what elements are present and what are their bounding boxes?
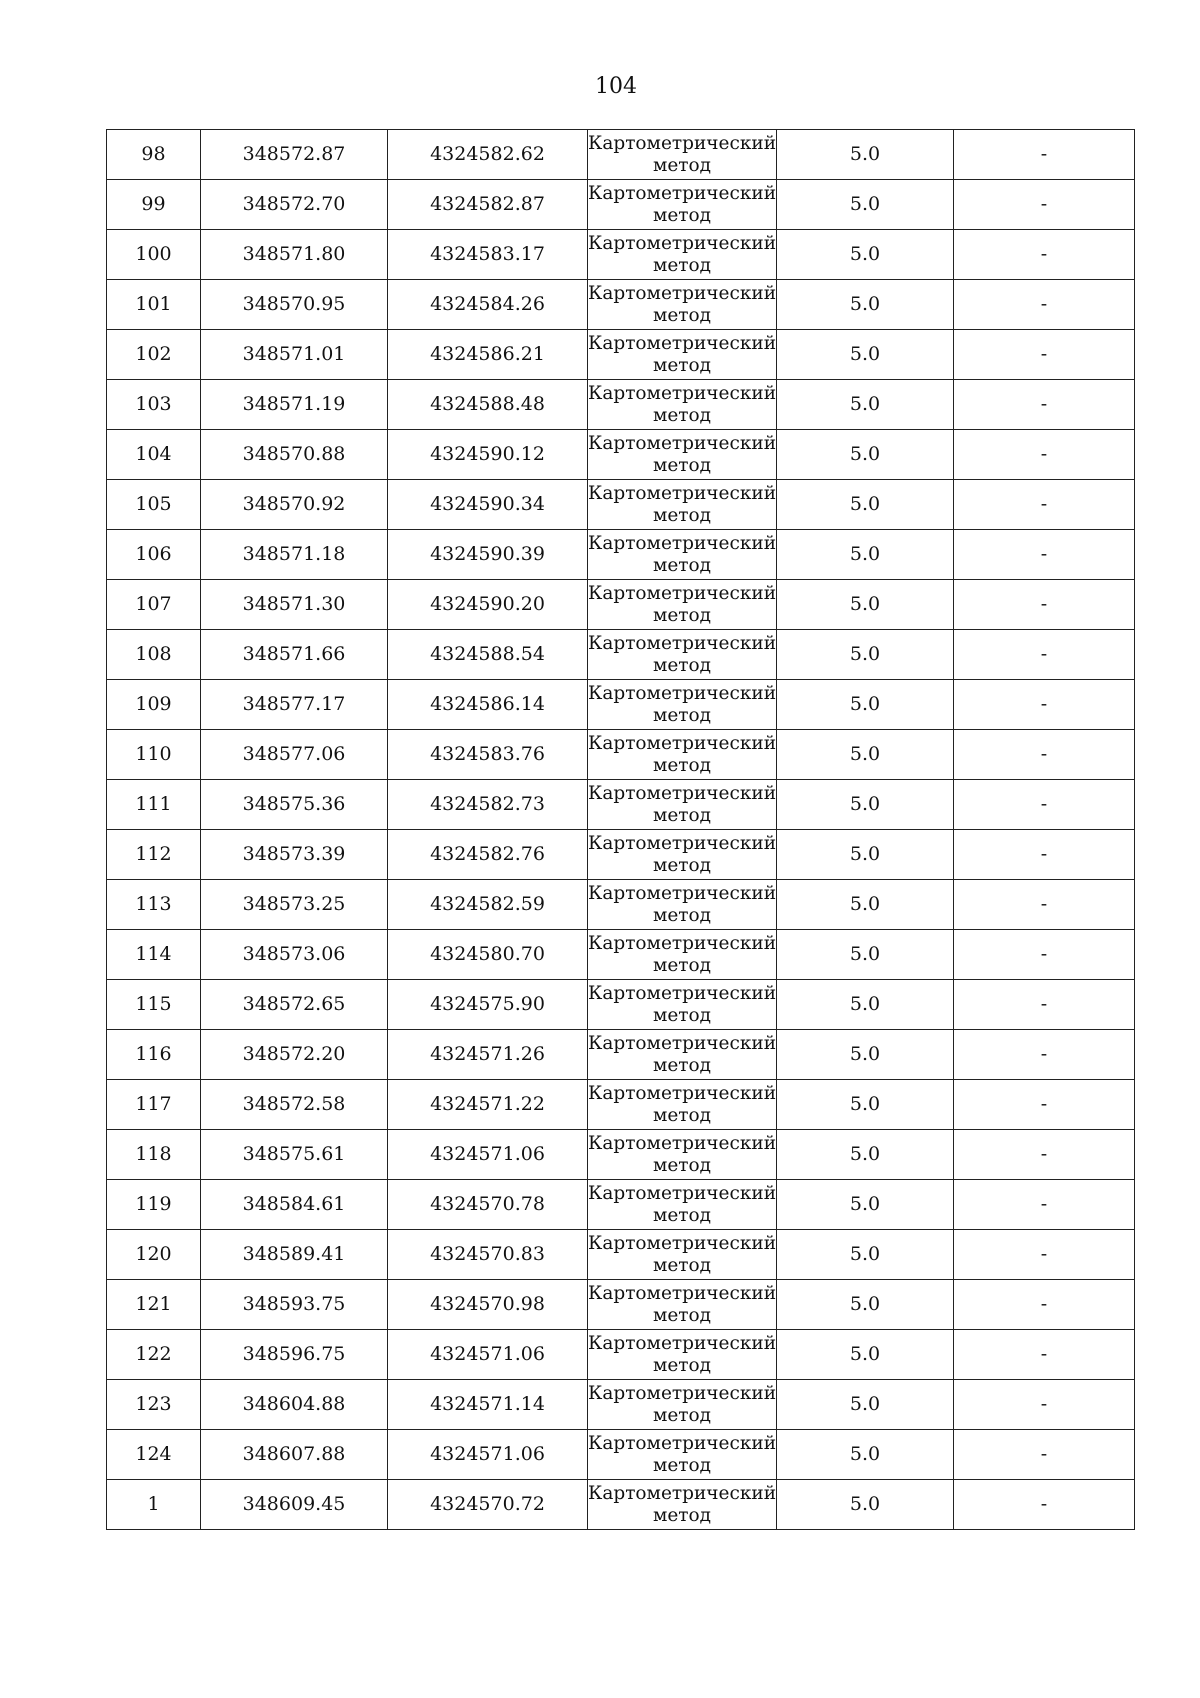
y-coordinate-cell: 4324582.76 — [388, 830, 588, 880]
table-row — [107, 680, 1135, 730]
accuracy-cell: 5.0 — [777, 1380, 954, 1430]
accuracy-cell: 5.0 — [777, 930, 954, 980]
note-cell: - — [954, 280, 1135, 330]
y-coordinate-cell: 4324571.06 — [388, 1430, 588, 1480]
note-cell: - — [954, 830, 1135, 880]
method-line-1: Картометрический — [588, 982, 777, 1004]
table-row — [107, 1030, 1135, 1080]
method-line-2: метод — [652, 554, 712, 576]
y-coordinate-cell: 4324590.20 — [388, 580, 588, 630]
method-line-1: Картометрический — [588, 1232, 777, 1254]
accuracy-cell: 5.0 — [777, 1330, 954, 1380]
note-cell: - — [954, 1380, 1135, 1430]
method-line-1: Картометрический — [588, 1482, 777, 1504]
point-number-cell: 110 — [107, 730, 201, 780]
method-line-2: метод — [652, 904, 712, 926]
x-coordinate-cell: 348570.95 — [201, 280, 388, 330]
method-line-2: метод — [652, 454, 712, 476]
y-coordinate-cell: 4324571.06 — [388, 1130, 588, 1180]
point-number-cell: 118 — [107, 1130, 201, 1180]
x-coordinate-cell: 348589.41 — [201, 1230, 388, 1280]
method-line-2: метод — [652, 154, 712, 176]
note-cell: - — [954, 730, 1135, 780]
table-row — [107, 1230, 1135, 1280]
point-number-cell: 109 — [107, 680, 201, 730]
method-line-2: метод — [652, 754, 712, 776]
method-cell — [588, 530, 777, 580]
accuracy-cell: 5.0 — [777, 430, 954, 480]
method-cell — [588, 380, 777, 430]
accuracy-cell: 5.0 — [777, 780, 954, 830]
note-cell: - — [954, 330, 1135, 380]
x-coordinate-cell: 348573.39 — [201, 830, 388, 880]
method-cell — [588, 1180, 777, 1230]
x-coordinate-cell: 348607.88 — [201, 1430, 388, 1480]
table-row — [107, 1180, 1135, 1230]
method-cell — [588, 580, 777, 630]
y-coordinate-cell: 4324588.54 — [388, 630, 588, 680]
note-cell: - — [954, 1180, 1135, 1230]
method-cell — [588, 330, 777, 380]
y-coordinate-cell: 4324575.90 — [388, 980, 588, 1030]
x-coordinate-cell: 348571.80 — [201, 230, 388, 280]
point-number-cell: 120 — [107, 1230, 201, 1280]
method-cell — [588, 730, 777, 780]
note-cell: - — [954, 1230, 1135, 1280]
method-line-1: Картометрический — [588, 182, 777, 204]
method-line-2: метод — [652, 604, 712, 626]
accuracy-cell: 5.0 — [777, 630, 954, 680]
y-coordinate-cell: 4324590.39 — [388, 530, 588, 580]
method-line-1: Картометрический — [588, 782, 777, 804]
point-number-cell: 1 — [107, 1480, 201, 1530]
y-coordinate-cell: 4324582.73 — [388, 780, 588, 830]
method-line-1: Картометрический — [588, 1182, 777, 1204]
accuracy-cell: 5.0 — [777, 1280, 954, 1330]
accuracy-cell: 5.0 — [777, 1430, 954, 1480]
note-cell: - — [954, 1480, 1135, 1530]
method-cell — [588, 1280, 777, 1330]
y-coordinate-cell: 4324584.26 — [388, 280, 588, 330]
method-line-2: метод — [652, 1104, 712, 1126]
method-cell — [588, 780, 777, 830]
page-number: 104 — [595, 74, 637, 99]
table-row — [107, 380, 1135, 430]
y-coordinate-cell: 4324586.21 — [388, 330, 588, 380]
method-line-1: Картометрический — [588, 1082, 777, 1104]
note-cell: - — [954, 880, 1135, 930]
method-line-2: метод — [652, 254, 712, 276]
table-row — [107, 1430, 1135, 1480]
x-coordinate-cell: 348573.06 — [201, 930, 388, 980]
x-coordinate-cell: 348609.45 — [201, 1480, 388, 1530]
note-cell: - — [954, 1130, 1135, 1180]
y-coordinate-cell: 4324570.83 — [388, 1230, 588, 1280]
method-line-2: метод — [652, 1354, 712, 1376]
note-cell: - — [954, 1280, 1135, 1330]
method-cell — [588, 180, 777, 230]
y-coordinate-cell: 4324583.17 — [388, 230, 588, 280]
accuracy-cell: 5.0 — [777, 130, 954, 180]
accuracy-cell: 5.0 — [777, 730, 954, 780]
method-cell — [588, 930, 777, 980]
table-row — [107, 780, 1135, 830]
y-coordinate-cell: 4324590.34 — [388, 480, 588, 530]
accuracy-cell: 5.0 — [777, 1480, 954, 1530]
point-number-cell: 105 — [107, 480, 201, 530]
note-cell: - — [954, 480, 1135, 530]
note-cell: - — [954, 230, 1135, 280]
accuracy-cell: 5.0 — [777, 680, 954, 730]
method-line-2: метод — [652, 1204, 712, 1226]
method-line-2: метод — [652, 704, 712, 726]
accuracy-cell: 5.0 — [777, 230, 954, 280]
table-row — [107, 1080, 1135, 1130]
x-coordinate-cell: 348577.17 — [201, 680, 388, 730]
table-row — [107, 630, 1135, 680]
accuracy-cell: 5.0 — [777, 380, 954, 430]
note-cell: - — [954, 780, 1135, 830]
method-line-1: Картометрический — [588, 282, 777, 304]
method-line-1: Картометрический — [588, 632, 777, 654]
point-number-cell: 115 — [107, 980, 201, 1030]
x-coordinate-cell: 348572.70 — [201, 180, 388, 230]
method-line-1: Картометрический — [588, 582, 777, 604]
table-row — [107, 730, 1135, 780]
table-row — [107, 430, 1135, 480]
coordinates-table-body — [107, 130, 1135, 1530]
x-coordinate-cell: 348572.65 — [201, 980, 388, 1030]
x-coordinate-cell: 348570.92 — [201, 480, 388, 530]
method-line-1: Картометрический — [588, 332, 777, 354]
method-cell — [588, 830, 777, 880]
note-cell: - — [954, 1030, 1135, 1080]
method-line-2: метод — [652, 504, 712, 526]
accuracy-cell: 5.0 — [777, 480, 954, 530]
note-cell: - — [954, 180, 1135, 230]
point-number-cell: 111 — [107, 780, 201, 830]
accuracy-cell: 5.0 — [777, 1230, 954, 1280]
method-line-2: метод — [652, 354, 712, 376]
method-cell — [588, 1130, 777, 1180]
x-coordinate-cell: 348575.36 — [201, 780, 388, 830]
note-cell: - — [954, 380, 1135, 430]
x-coordinate-cell: 348571.18 — [201, 530, 388, 580]
method-line-2: метод — [652, 954, 712, 976]
point-number-cell: 100 — [107, 230, 201, 280]
method-cell — [588, 430, 777, 480]
method-cell — [588, 1030, 777, 1080]
method-cell — [588, 130, 777, 180]
table-row — [107, 330, 1135, 380]
table-row — [107, 230, 1135, 280]
point-number-cell: 114 — [107, 930, 201, 980]
point-number-cell: 101 — [107, 280, 201, 330]
table-row — [107, 880, 1135, 930]
method-line-2: метод — [652, 1404, 712, 1426]
method-line-2: метод — [652, 1304, 712, 1326]
method-line-1: Картометрический — [588, 1282, 777, 1304]
y-coordinate-cell: 4324570.72 — [388, 1480, 588, 1530]
point-number-cell: 112 — [107, 830, 201, 880]
y-coordinate-cell: 4324570.98 — [388, 1280, 588, 1330]
x-coordinate-cell: 348584.61 — [201, 1180, 388, 1230]
point-number-cell: 113 — [107, 880, 201, 930]
accuracy-cell: 5.0 — [777, 980, 954, 1030]
table-row — [107, 530, 1135, 580]
note-cell: - — [954, 930, 1135, 980]
method-line-2: метод — [652, 304, 712, 326]
x-coordinate-cell: 348604.88 — [201, 1380, 388, 1430]
note-cell: - — [954, 130, 1135, 180]
method-cell — [588, 480, 777, 530]
point-number-cell: 99 — [107, 180, 201, 230]
table-row — [107, 480, 1135, 530]
point-number-cell: 119 — [107, 1180, 201, 1230]
method-line-2: метод — [652, 854, 712, 876]
accuracy-cell: 5.0 — [777, 1030, 954, 1080]
table-row — [107, 1380, 1135, 1430]
method-line-2: метод — [652, 804, 712, 826]
method-cell — [588, 880, 777, 930]
point-number-cell: 103 — [107, 380, 201, 430]
y-coordinate-cell: 4324571.06 — [388, 1330, 588, 1380]
y-coordinate-cell: 4324571.26 — [388, 1030, 588, 1080]
point-number-cell: 108 — [107, 630, 201, 680]
note-cell: - — [954, 430, 1135, 480]
table-row — [107, 1130, 1135, 1180]
method-cell — [588, 230, 777, 280]
table-row — [107, 830, 1135, 880]
accuracy-cell: 5.0 — [777, 1130, 954, 1180]
x-coordinate-cell: 348575.61 — [201, 1130, 388, 1180]
method-line-1: Картометрический — [588, 932, 777, 954]
y-coordinate-cell: 4324582.62 — [388, 130, 588, 180]
method-line-1: Картометрический — [588, 532, 777, 554]
method-line-2: метод — [652, 1054, 712, 1076]
method-cell — [588, 1230, 777, 1280]
y-coordinate-cell: 4324582.59 — [388, 880, 588, 930]
method-line-1: Картометрический — [588, 732, 777, 754]
accuracy-cell: 5.0 — [777, 1080, 954, 1130]
x-coordinate-cell: 348572.20 — [201, 1030, 388, 1080]
x-coordinate-cell: 348593.75 — [201, 1280, 388, 1330]
table-row — [107, 1280, 1135, 1330]
accuracy-cell: 5.0 — [777, 180, 954, 230]
method-line-1: Картометрический — [588, 882, 777, 904]
x-coordinate-cell: 348572.87 — [201, 130, 388, 180]
method-line-2: метод — [652, 1454, 712, 1476]
note-cell: - — [954, 530, 1135, 580]
point-number-cell: 123 — [107, 1380, 201, 1430]
x-coordinate-cell: 348571.66 — [201, 630, 388, 680]
point-number-cell: 117 — [107, 1080, 201, 1130]
method-line-2: метод — [652, 1154, 712, 1176]
method-line-2: метод — [652, 204, 712, 226]
method-line-2: метод — [652, 1504, 712, 1526]
method-cell — [588, 680, 777, 730]
x-coordinate-cell: 348572.58 — [201, 1080, 388, 1130]
method-line-2: метод — [652, 1004, 712, 1026]
accuracy-cell: 5.0 — [777, 330, 954, 380]
note-cell: - — [954, 1330, 1135, 1380]
y-coordinate-cell: 4324582.87 — [388, 180, 588, 230]
y-coordinate-cell: 4324570.78 — [388, 1180, 588, 1230]
x-coordinate-cell: 348571.19 — [201, 380, 388, 430]
method-line-1: Картометрический — [588, 1432, 777, 1454]
method-line-2: метод — [652, 654, 712, 676]
point-number-cell: 124 — [107, 1430, 201, 1480]
method-cell — [588, 1430, 777, 1480]
note-cell: - — [954, 630, 1135, 680]
table-row — [107, 930, 1135, 980]
y-coordinate-cell: 4324586.14 — [388, 680, 588, 730]
table-row — [107, 130, 1135, 180]
x-coordinate-cell: 348573.25 — [201, 880, 388, 930]
accuracy-cell: 5.0 — [777, 580, 954, 630]
method-cell — [588, 1080, 777, 1130]
point-number-cell: 102 — [107, 330, 201, 380]
point-number-cell: 116 — [107, 1030, 201, 1080]
accuracy-cell: 5.0 — [777, 280, 954, 330]
method-cell — [588, 1330, 777, 1380]
note-cell: - — [954, 580, 1135, 630]
x-coordinate-cell: 348570.88 — [201, 430, 388, 480]
method-cell — [588, 280, 777, 330]
y-coordinate-cell: 4324580.70 — [388, 930, 588, 980]
method-cell — [588, 1480, 777, 1530]
note-cell: - — [954, 680, 1135, 730]
method-line-1: Картометрический — [588, 1132, 777, 1154]
point-number-cell: 121 — [107, 1280, 201, 1330]
accuracy-cell: 5.0 — [777, 880, 954, 930]
table-row — [107, 1330, 1135, 1380]
point-number-cell: 98 — [107, 130, 201, 180]
point-number-cell: 106 — [107, 530, 201, 580]
table-row — [107, 980, 1135, 1030]
accuracy-cell: 5.0 — [777, 530, 954, 580]
table-row — [107, 580, 1135, 630]
method-line-2: метод — [652, 404, 712, 426]
accuracy-cell: 5.0 — [777, 830, 954, 880]
method-line-1: Картометрический — [588, 232, 777, 254]
y-coordinate-cell: 4324588.48 — [388, 380, 588, 430]
point-number-cell: 107 — [107, 580, 201, 630]
x-coordinate-cell: 348571.30 — [201, 580, 388, 630]
method-line-1: Картометрический — [588, 1032, 777, 1054]
x-coordinate-cell: 348571.01 — [201, 330, 388, 380]
method-line-1: Картометрический — [588, 832, 777, 854]
method-cell — [588, 630, 777, 680]
method-line-1: Картометрический — [588, 1332, 777, 1354]
table-row — [107, 280, 1135, 330]
table-row — [107, 180, 1135, 230]
method-line-2: метод — [652, 1254, 712, 1276]
method-line-1: Картометрический — [588, 132, 777, 154]
method-line-1: Картометрический — [588, 1382, 777, 1404]
y-coordinate-cell: 4324583.76 — [388, 730, 588, 780]
method-line-1: Картометрический — [588, 432, 777, 454]
method-cell — [588, 980, 777, 1030]
method-line-1: Картометрический — [588, 482, 777, 504]
point-number-cell: 122 — [107, 1330, 201, 1380]
note-cell: - — [954, 1430, 1135, 1480]
method-cell — [588, 1380, 777, 1430]
table-row — [107, 1480, 1135, 1530]
y-coordinate-cell: 4324590.12 — [388, 430, 588, 480]
coordinates-table — [106, 129, 1135, 1530]
x-coordinate-cell: 348596.75 — [201, 1330, 388, 1380]
y-coordinate-cell: 4324571.22 — [388, 1080, 588, 1130]
method-line-1: Картометрический — [588, 682, 777, 704]
x-coordinate-cell: 348577.06 — [201, 730, 388, 780]
note-cell: - — [954, 1080, 1135, 1130]
point-number-cell: 104 — [107, 430, 201, 480]
accuracy-cell: 5.0 — [777, 1180, 954, 1230]
method-line-1: Картометрический — [588, 382, 777, 404]
y-coordinate-cell: 4324571.14 — [388, 1380, 588, 1430]
note-cell: - — [954, 980, 1135, 1030]
